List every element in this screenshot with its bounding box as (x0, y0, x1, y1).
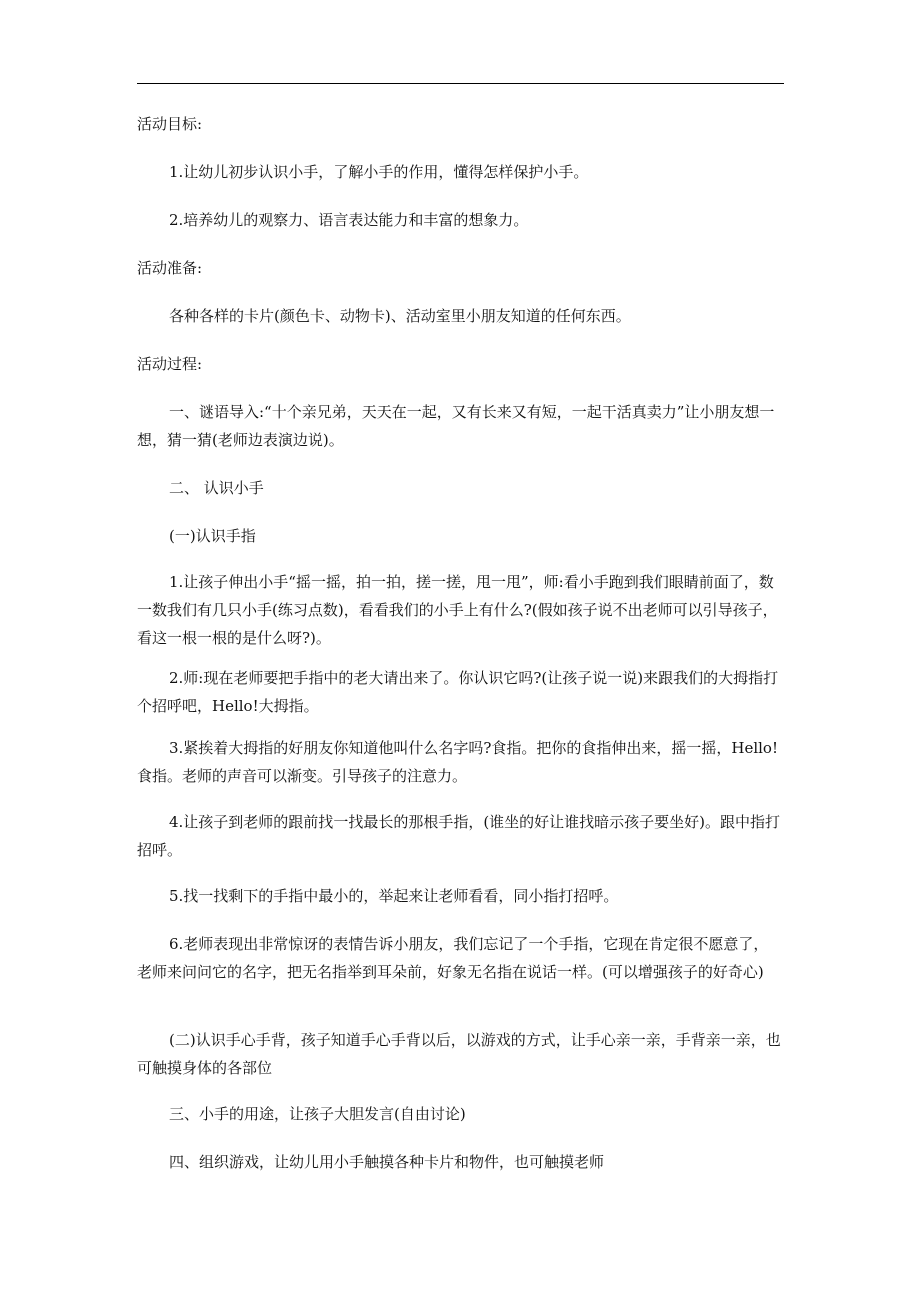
subsection-palm-back: (二)认识手心手背，孩子知道手心手背以后，以游戏的方式，让手心亲一亲，手背亲一亲，也可触摸身体的各部位 (137, 1031, 781, 1077)
fingers-step-5: 5.找一找剩下的手指中最小的，举起来让老师看看，同小指打招呼。 (169, 887, 619, 905)
preparation-text: 各种各样的卡片(颜色卡、动物卡)、活动室里小朋友知道的任何东西。 (169, 307, 631, 325)
goal-item-2: 2.培养幼儿的观察力、语言表达能力和丰富的想象力。 (169, 211, 529, 229)
fingers-step-6: 6.老师表现出非常惊讶的表情告诉小朋友，我们忘记了一个手指，它现在肯定很不愿意了，老师来问问它的名字，把无名指举到耳朵前，好象无名指在说话一样。(可以增强孩子的好奇心) (137, 935, 769, 981)
heading-activity-goals: 活动目标: (137, 115, 203, 133)
fingers-step-3: 3.紧挨着大拇指的好朋友你知道他叫什么名字吗?食指。把你的食指伸出来，摇一摇，Hello!食指。老师的声音可以渐变。引导孩子的注意力。 (137, 739, 778, 785)
fingers-step-1: 1.让孩子伸出小手“摇一摇，拍一拍，搓一搓，甩一甩”，师:看小手跑到我们眼睛前面了，数一数我们有几只小手(练习点数)，看看我们的小手上有什么?(假如孩子说不出老师可以引导孩子，看这一根一根的是什么呀?)。 (137, 573, 778, 647)
fingers-step-4: 4.让孩子到老师的跟前找一找最长的那根手指，(谁坐的好让谁找暗示孩子要坐好)。跟中指打招呼。 (137, 813, 781, 859)
process-step-2-title: 二、 认识小手 (169, 479, 264, 497)
heading-activity-process: 活动过程: (137, 355, 203, 373)
subsection-fingers-title: (一)认识手指 (169, 527, 256, 545)
process-step-4-game: 四、组织游戏，让幼儿用小手触摸各种卡片和物件，也可触摸老师 (169, 1153, 605, 1171)
header-rule (137, 83, 784, 84)
heading-activity-preparation: 活动准备: (137, 259, 203, 277)
fingers-step-2: 2.师:现在老师要把手指中的老大请出来了。你认识它吗?(让孩子说一说)来跟我们的大拇指打个招呼吧，Hello!大拇指。 (137, 669, 779, 715)
process-step-1-riddle: 一、谜语导入:“十个亲兄弟，天天在一起，又有长来又有短，一起干活真卖力”让小朋友想一想，猜一猜(老师边表演边说)。 (137, 403, 775, 449)
goal-item-1: 1.让幼儿初步认识小手，了解小手的作用，懂得怎样保护小手。 (169, 163, 589, 181)
process-step-3-uses: 三、小手的用途，让孩子大胆发言(自由讨论) (169, 1105, 466, 1123)
